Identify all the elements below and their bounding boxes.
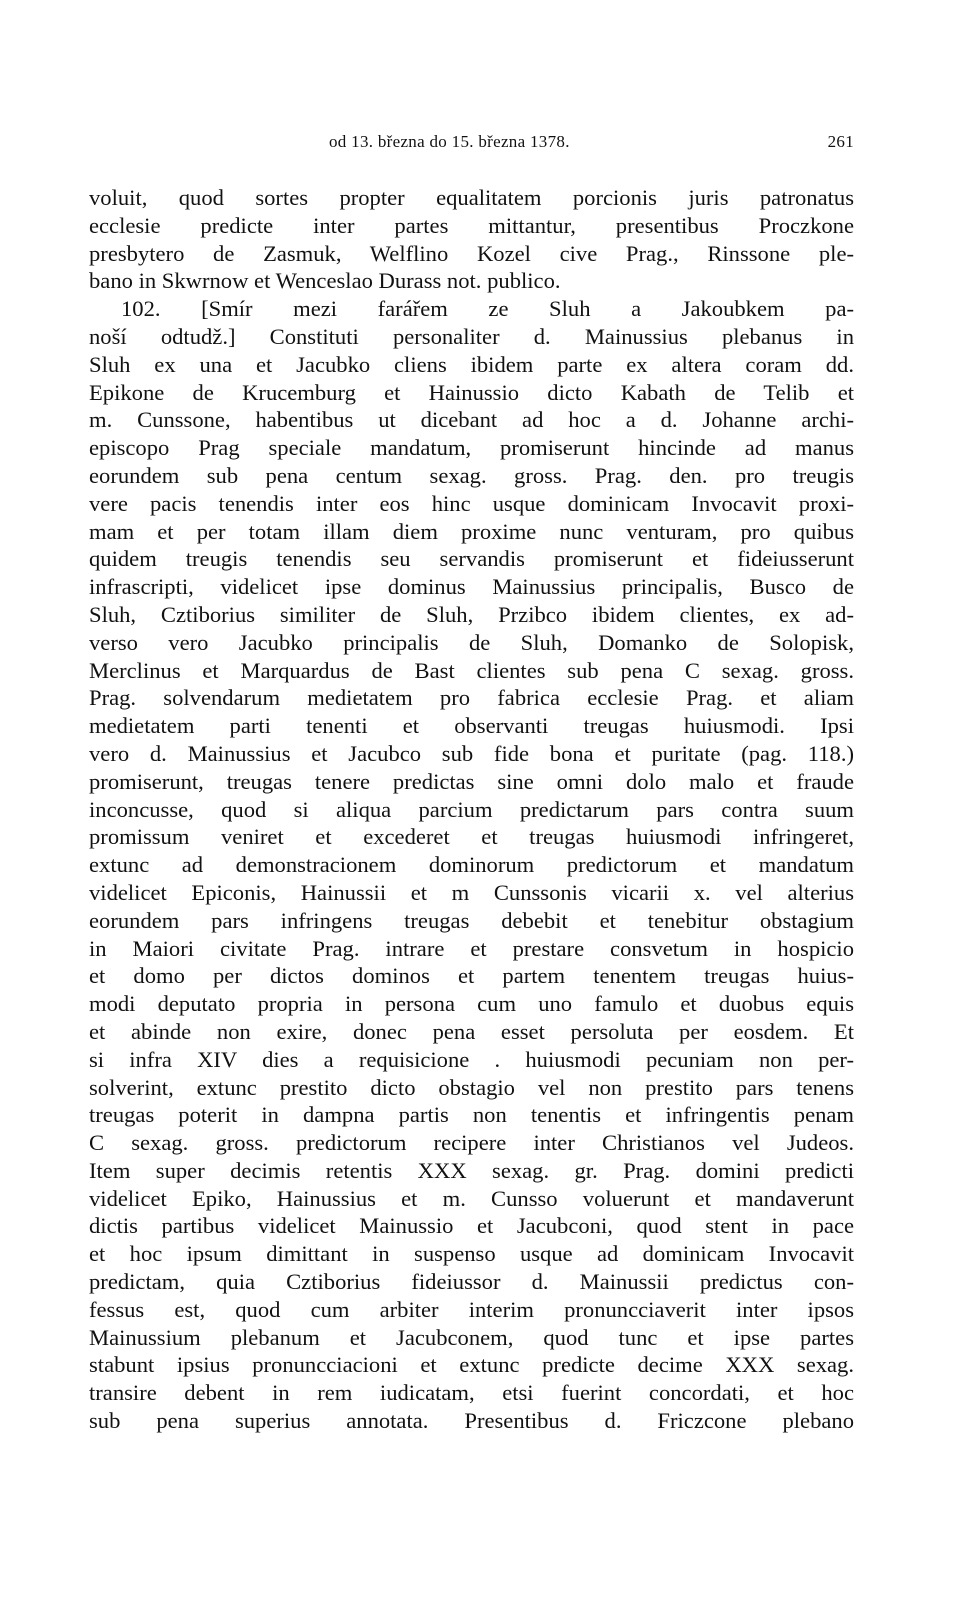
text-line: si infra XIV dies a requisicione . huiusmodi pecuniam non per- [89, 1046, 854, 1072]
text-line: eorundem sub pena centum sexag. gross. Prag. den. pro treugis [89, 462, 854, 488]
text-line: bano in Skwrnow et Wenceslao Durass not. publico. [89, 268, 561, 294]
text-line: fessus est, quod cum arbiter interim pronuncciaverit inter ipsos [89, 1296, 854, 1322]
text-line: vero d. Mainussius et Jacubco sub fide bona et puritate (pag. 118.) [89, 740, 854, 766]
text-line: 102. [Smír mezi farářem ze Sluh a Jakoubkem pa- [121, 296, 854, 322]
text-line: et domo per dictos dominos et partem tenentem treugas huius- [89, 963, 854, 989]
text-line: quidem treugis tenendis seu servandis promiserunt et fideiusserunt [89, 546, 854, 572]
text-line: inconcusse, quod si aliqua parcium predictarum pars contra suum [89, 796, 854, 822]
body-text [89, 184, 854, 1435]
text-line: Mainussium plebanum et Jacubconem, quod tunc et ipse partes [89, 1324, 854, 1350]
header-title: od 13. března do 15. března 1378. [329, 132, 570, 151]
text-line: voluit, quod sortes propter equalitatem porcionis juris patronatus [89, 185, 854, 210]
text-line: sub pena superius annotata. Presentibus d. Friczcone plebano [89, 1408, 854, 1434]
text-line: stabunt ipsius pronuncciacioni et extunc predicte decime XXX sexag. [89, 1352, 854, 1378]
running-header [89, 132, 854, 160]
text-line: mam et per totam illam diem proxime nunc venturam, pro quibus [89, 518, 854, 544]
text-line: vere pacis tenendis inter eos hinc usque dominicam Invocavit proxi- [89, 490, 854, 516]
text-line: transire debent in rem iudicatam, etsi fuerint concordati, et hoc [89, 1380, 854, 1406]
text-line: videlicet Epiko, Hainussius et m. Cunsso voluerunt et mandaverunt [89, 1185, 854, 1211]
text-line: Sluh, Cztiborius similiter de Sluh, Przibco ibidem clientes, ex ad- [89, 601, 854, 627]
text-line: verso vero Jacubko principalis de Sluh, Domanko de Solopisk, [89, 629, 854, 655]
text-line: eorundem pars infringens treugas debebit et tenebitur obstagium [89, 907, 854, 933]
text-line: episcopo Prag speciale mandatum, promiserunt hincinde ad manus [89, 435, 854, 461]
text-line: dictis partibus videlicet Mainussio et Jacubconi, quod stent in pace [89, 1213, 854, 1239]
text-line: promissum veniret et excederet et treugas huiusmodi infringeret, [89, 824, 854, 850]
text-line: m. Cunssone, habentibus ut dicebant ad hoc a d. Johanne archi- [89, 407, 854, 433]
text-line: Prag. solvendarum medietatem pro fabrica ecclesie Prag. et aliam [89, 685, 854, 711]
text-line: promiserunt, treugas tenere predictas sine omni dolo malo et fraude [89, 768, 854, 794]
text-line: ecclesie predicte inter partes mittantur, presentibus Proczkone [89, 212, 854, 238]
text-line: Merclinus et Marquardus de Bast clientes sub pena C sexag. gross. [89, 657, 854, 683]
text-line: in Maiori civitate Prag. intrare et prestare consvetum in hospicio [89, 935, 854, 961]
text-line: solverint, extunc prestito dicto obstagio vel non prestito pars tenens [89, 1074, 854, 1100]
text-line: treugas poterit in dampna partis non tenentis et infringentis penam [89, 1102, 854, 1128]
text-line: extunc ad demonstracionem dominorum predictorum et mandatum [89, 852, 854, 878]
text-line: C sexag. gross. predictorum recipere inter Christianos vel Judeos. [89, 1130, 854, 1156]
text-line: infrascripti, videlicet ipse dominus Mainussius principalis, Busco de [89, 574, 854, 600]
text-line: Sluh ex una et Jacubko cliens ibidem parte ex altera coram dd. [89, 351, 854, 377]
text-line: presbytero de Zasmuk, Welflino Kozel cive Prag., Rinssone ple- [89, 240, 854, 266]
text-line: modi deputato propria in persona cum uno famulo et duobus equis [89, 991, 854, 1017]
text-line: videlicet Epiconis, Hainussii et m Cunssonis vicarii x. vel alterius [89, 879, 854, 905]
text-line: predictam, quia Cztiborius fideiussor d. Mainussii predictus con- [89, 1269, 854, 1295]
page-number: 261 [827, 132, 854, 151]
text-line: medietatem parti tenenti et observanti treugas huiusmodi. Ipsi [89, 713, 854, 739]
text-line: et abinde non exire, donec pena esset persoluta per eosdem. Et [89, 1018, 854, 1044]
text-line: Item super decimis retentis XXX sexag. gr. Prag. domini predicti [89, 1157, 854, 1183]
text-line: et hoc ipsum dimittant in suspenso usque ad dominicam Invocavit [89, 1241, 854, 1267]
text-line: Epikone de Krucemburg et Hainussio dicto Kabath de Telib et [89, 379, 854, 405]
text-line: noší odtudž.] Constituti personaliter d. Mainussius plebanus in [89, 323, 854, 349]
